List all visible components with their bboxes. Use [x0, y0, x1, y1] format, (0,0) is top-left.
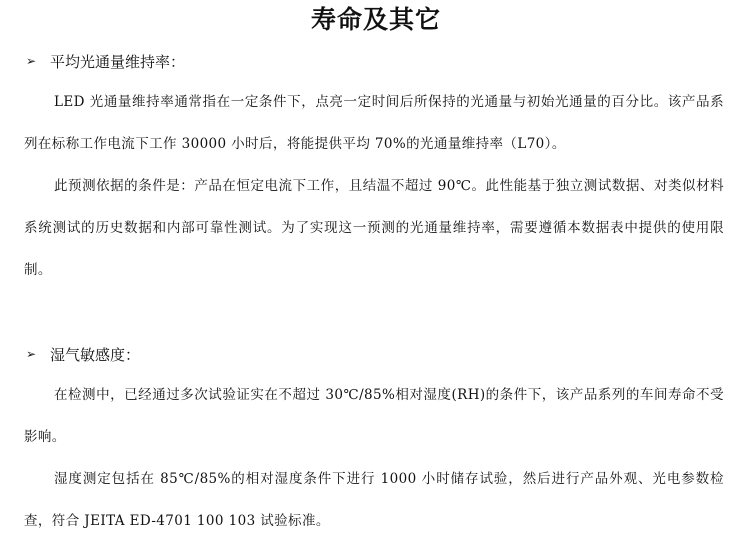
section-heading-lumen-maintenance — [26, 49, 185, 73]
arrow-bullet-icon: ➢ — [26, 347, 37, 361]
paragraph-floor-life: 在检测中，已经通过多次试验证实在不超过 30℃/85%相对湿度(RH)的条件下，该产品系列的车间寿命不受影响。 — [24, 387, 724, 445]
arrow-bullet-icon: ➢ — [26, 54, 37, 68]
page-title: 寿命及其它 — [310, 5, 441, 34]
paragraph-humidity-test: 湿度测定包括在 85℃/85%的相对湿度条件下进行 1000 小时储存试验，然后进行产品外观、光电参数检查，符合 JEITA ED-4701 100 103 试验标准。 — [24, 471, 724, 529]
section-heading-text: 平均光通量维持率： — [50, 52, 186, 71]
section-heading-text: 湿气敏感度： — [50, 345, 141, 364]
paragraph-prediction-conditions: 此预测依据的条件是：产品在恒定电流下工作，且结温不超过 90℃。此性能基于独立测试数据、对类似材料系统测试的历史数据和内部可靠性测试。为了实现这一预测的光通量维持率，需要遵循本数据表中提供的使用限制。 — [24, 178, 724, 278]
section-heading-moisture-sensitivity — [26, 342, 140, 366]
paragraph-lumen-definition: LED 光通量维持率通常指在一定条件下，点亮一定时间后所保持的光通量与初始光通量的百分比。该产品系列在标称工作电流下工作 30000 小时后，将能提供平均 70%的光通量维持率（L70）。 — [24, 94, 724, 152]
